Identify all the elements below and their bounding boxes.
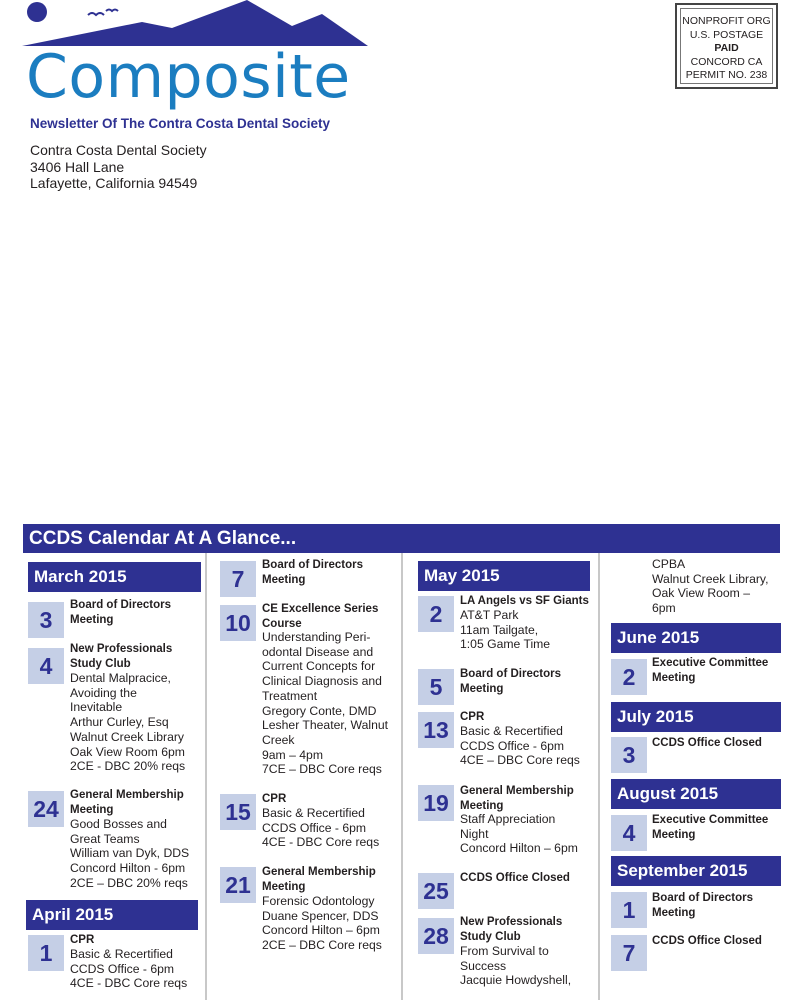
day-number: 1: [611, 892, 647, 928]
event-title: CPR: [262, 793, 287, 805]
day-number: 10: [220, 605, 256, 641]
newsletter-tagline: Newsletter Of The Contra Costa Dental Society: [30, 116, 331, 131]
address-line: Contra Costa Dental Society: [30, 142, 207, 158]
day-number: 5: [418, 669, 454, 705]
month-header-march: March 2015: [28, 562, 201, 592]
postage-line: PAID: [714, 42, 739, 54]
event-title: CPR: [460, 711, 485, 723]
day-number: 28: [418, 918, 454, 954]
day-number: 4: [28, 648, 64, 684]
event-title: CE Excellence Series Course: [262, 603, 379, 630]
event-title: CCDS Office Closed: [652, 935, 762, 947]
event-title: Board of Directors Meeting: [460, 668, 561, 695]
event-title: Executive Committee Meeting: [652, 814, 769, 841]
event-details: Forensic Odontology Duane Spencer, DDS Concord Hilton – 6pm 2CE – DBC Core reqs: [262, 894, 382, 953]
month-header-june: June 2015: [611, 623, 781, 653]
column-divider: [205, 553, 207, 1000]
day-number: 24: [28, 791, 64, 827]
event-details: From Survival to Success Jacquie Howdyshell,: [460, 944, 572, 988]
event-details: Dental Malpracice, Avoiding the Inevitable Arthur Curley, Esq Walnut Creek Library Oak View Room 6pm 2CE - DBC 20% reqs: [70, 671, 186, 774]
day-number: 3: [611, 737, 647, 773]
column-divider: [598, 553, 600, 1000]
event-details: Staff Appreciation Night Concord Hilton – 6pm: [460, 812, 578, 856]
event-title: New Professionals Study Club: [70, 643, 173, 670]
day-number: 15: [220, 794, 256, 830]
event-title: General Membership Meeting: [460, 785, 574, 812]
event-title: New Professionals Study Club: [460, 916, 563, 943]
postage-line: CONCORD CA: [690, 55, 763, 68]
postage-line: U.S. POSTAGE: [689, 28, 764, 41]
continued-event-details: CPBA Walnut Creek Library, Oak View Room – 6pm: [652, 557, 769, 616]
event-title: CPR: [70, 934, 95, 946]
day-number: 2: [418, 596, 454, 632]
month-header-september: September 2015: [611, 856, 781, 886]
event-title: Board of Directors Meeting: [652, 892, 753, 919]
event-title: Executive Committee Meeting: [652, 657, 769, 684]
day-number: 1: [28, 935, 64, 971]
logo-wordmark: Composite: [26, 42, 351, 112]
event-details: Basic & Recertified CCDS Office - 6pm 4CE - DBC Core reqs: [262, 806, 380, 850]
postage-indicia: [675, 3, 778, 89]
day-number: 21: [220, 867, 256, 903]
day-number: 3: [28, 602, 64, 638]
day-number: 7: [611, 935, 647, 971]
event-details: Basic & Recertified CCDS Office - 6pm 4CE – DBC Core reqs: [460, 724, 580, 768]
event-title: CCDS Office Closed: [652, 737, 762, 749]
event-title: Board of Directors Meeting: [262, 559, 363, 586]
event-details: Basic & Recertified CCDS Office - 6pm 4CE - DBC Core reqs: [70, 947, 188, 991]
day-number: 4: [611, 815, 647, 851]
column-divider: [401, 553, 403, 1000]
day-number: 19: [418, 785, 454, 821]
event-title: General Membership Meeting: [70, 789, 184, 816]
event-title: General Membership Meeting: [262, 866, 376, 893]
calendar-banner: CCDS Calendar At A Glance...: [23, 524, 780, 553]
day-number: 7: [220, 561, 256, 597]
month-header-may: May 2015: [418, 561, 590, 591]
address-line: Lafayette, California 94549: [30, 175, 198, 191]
event-title: CCDS Office Closed: [460, 872, 570, 884]
event-details: AT&T Park 11am Tailgate, 1:05 Game Time: [460, 608, 551, 652]
event-details: Understanding Peri- odontal Disease and Current Concepts for Clinical Diagnosis and Treatment Gregory Conte, DMD Lesher Theater, Walnut Creek 9am – 4pm 7CE – DBC Core reqs: [262, 630, 389, 777]
postage-line: NONPROFIT ORG: [682, 15, 771, 27]
month-header-july: July 2015: [611, 702, 781, 732]
event-details: Good Bosses and Great Teams William van Dyk, DDS Concord Hilton - 6pm 2CE – DBC 20% reqs: [70, 817, 190, 890]
month-header-august: August 2015: [611, 779, 781, 809]
event-title: LA Angels vs SF Giants: [460, 595, 589, 607]
month-header-april: April 2015: [26, 900, 198, 930]
return-address: [30, 142, 207, 192]
day-number: 13: [418, 712, 454, 748]
day-number: 25: [418, 873, 454, 909]
day-number: 2: [611, 659, 647, 695]
address-line: 3406 Hall Lane: [30, 158, 125, 175]
event-title: Board of Directors Meeting: [70, 599, 171, 626]
postage-line: PERMIT NO. 238: [685, 69, 768, 81]
